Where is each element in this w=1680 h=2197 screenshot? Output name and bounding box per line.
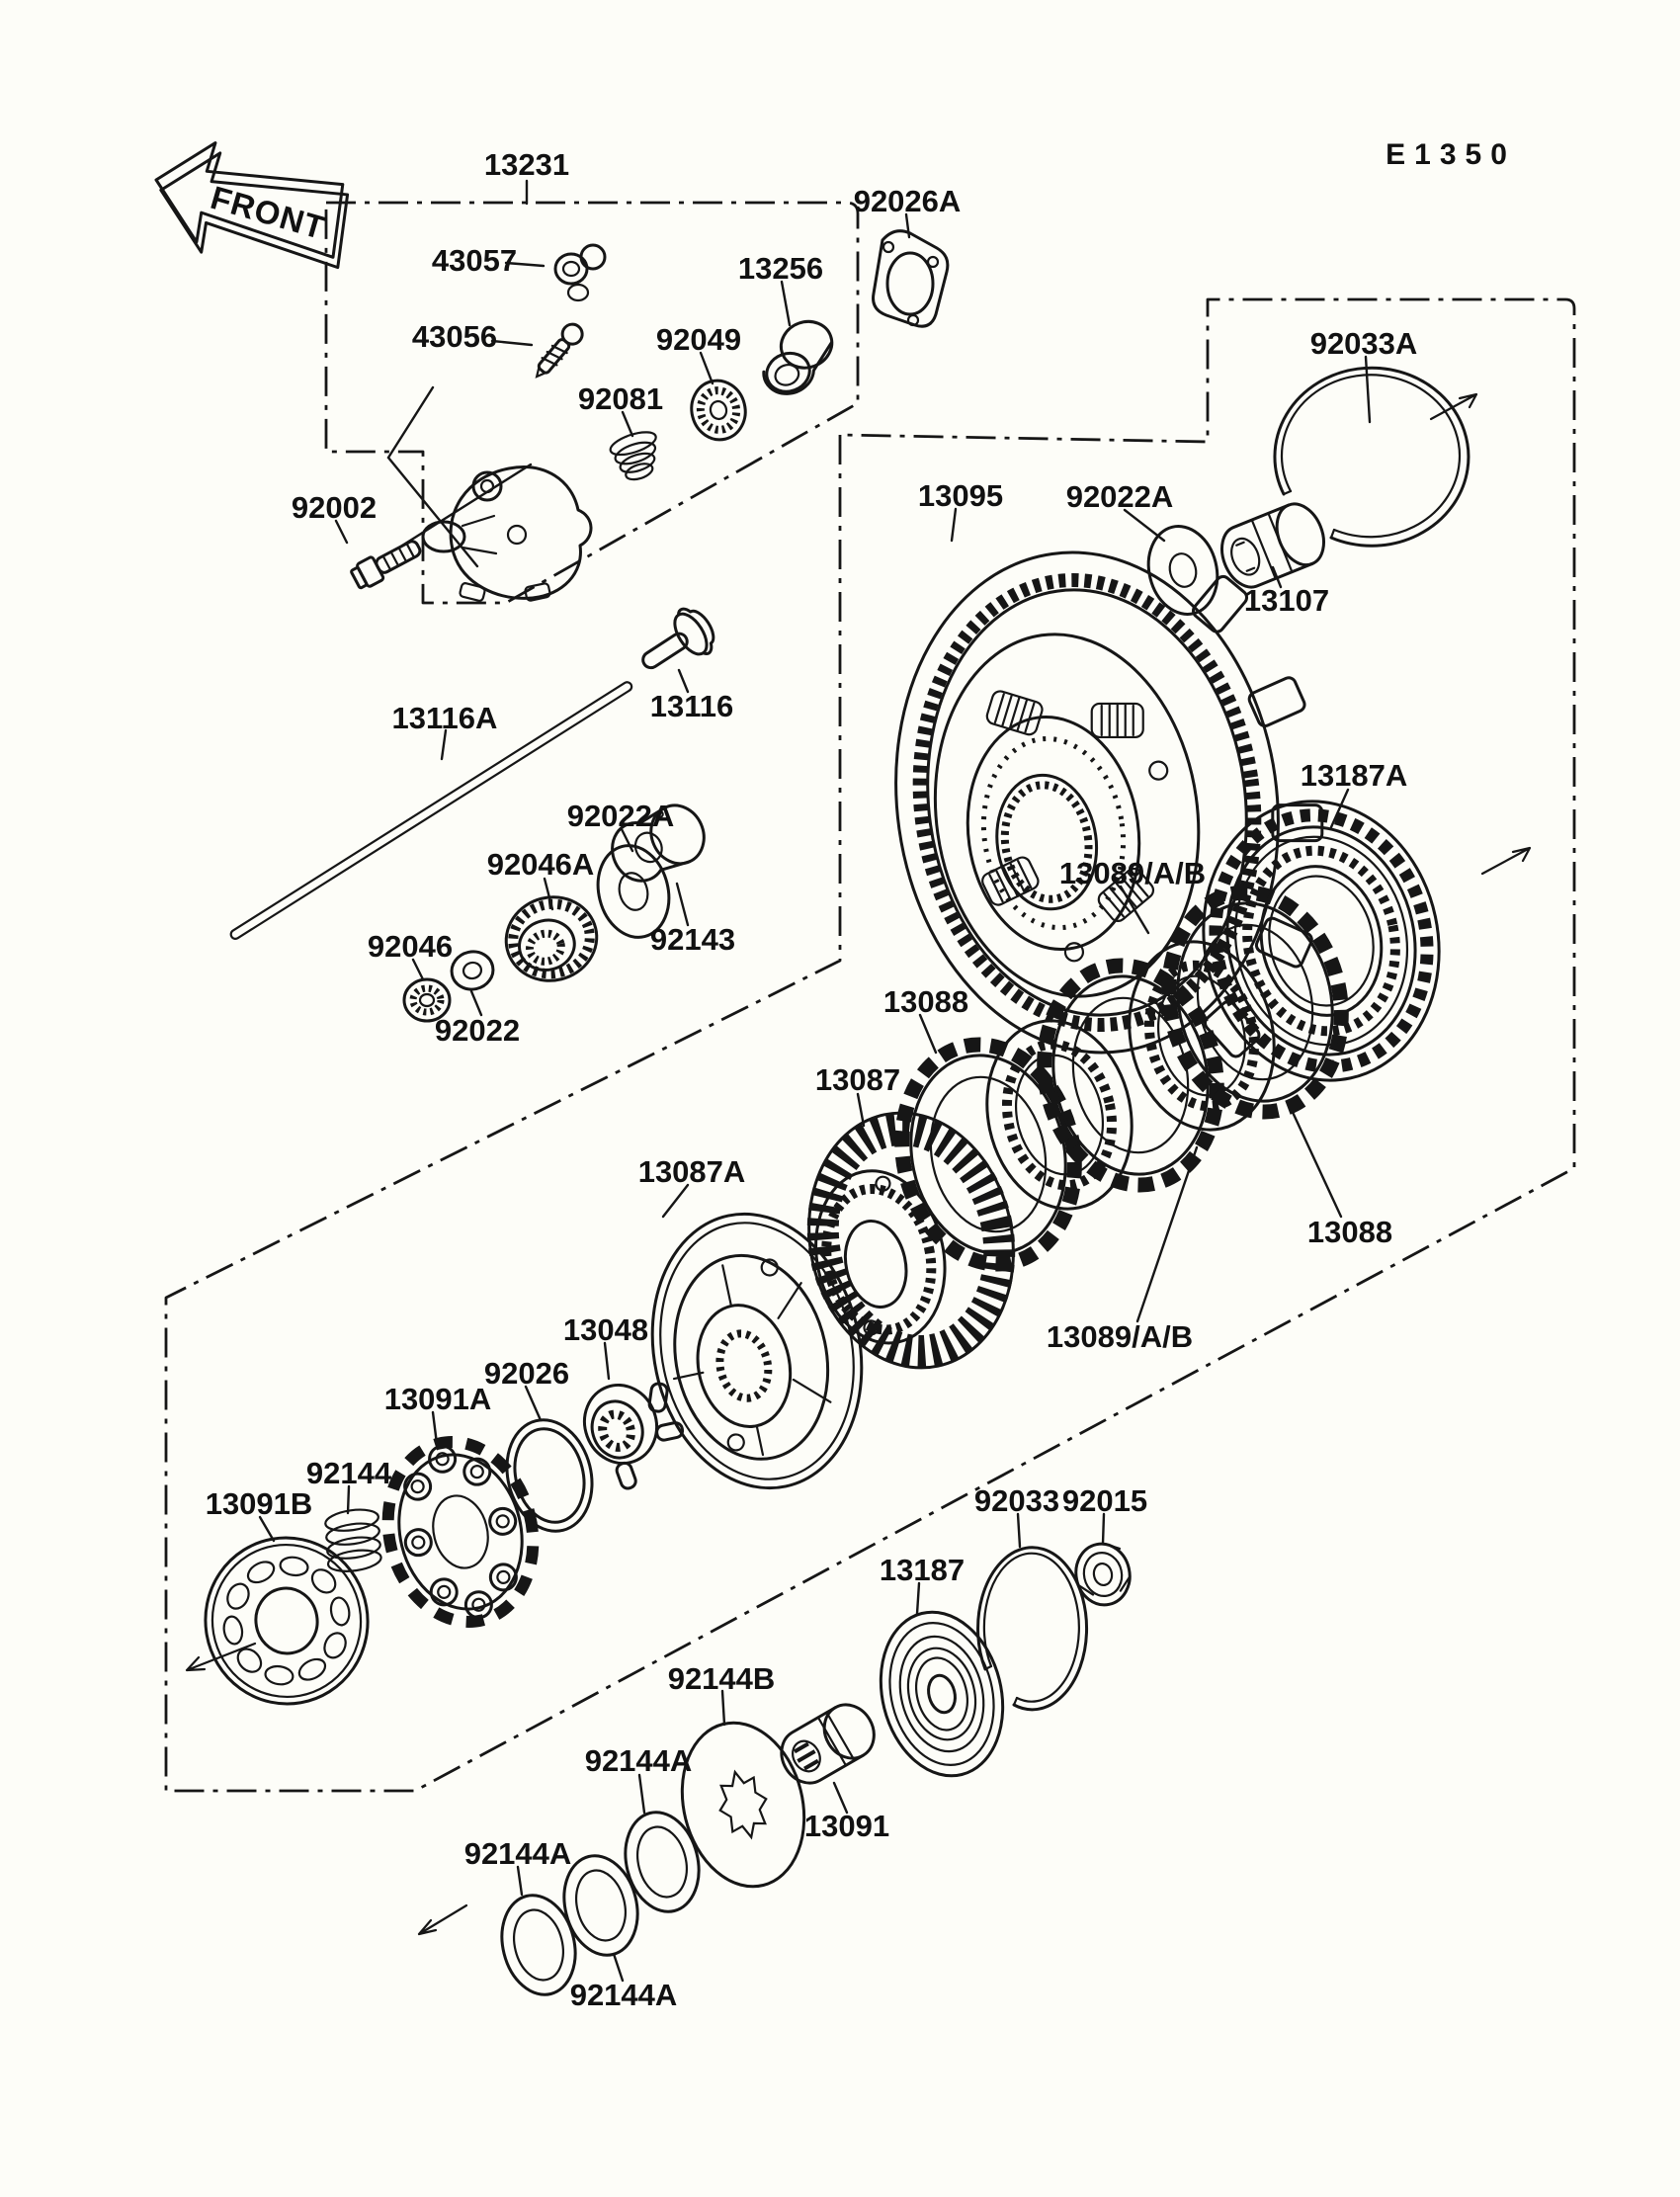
part-label-92144a-bottom: 92144A — [569, 1978, 678, 2012]
part-label-92144a-upper: 92144A — [584, 1743, 693, 1778]
part-92081-spring — [608, 428, 667, 485]
part-92033a-snap-ring — [1275, 368, 1469, 546]
part-label-92022: 92022 — [434, 1013, 521, 1048]
part-label-92002: 92002 — [291, 490, 378, 525]
part-92026a-gasket — [874, 231, 948, 327]
front-label: FRONT — [207, 178, 330, 247]
arrow-icon — [1482, 848, 1530, 874]
part-label-13091b: 13091B — [205, 1486, 313, 1521]
part-label-13087: 13087 — [814, 1062, 901, 1097]
part-label-92026: 92026 — [483, 1356, 570, 1391]
part-label-92022a-right: 92022A — [1065, 479, 1174, 514]
part-label-92144: 92144 — [305, 1456, 392, 1490]
part-43056-adjust-screw — [529, 320, 586, 382]
part-13091b-plate — [193, 1525, 381, 1717]
part-label-13187a: 13187A — [1300, 758, 1408, 793]
part-label-13095: 13095 — [917, 478, 1004, 513]
part-label-92022a-left: 92022A — [566, 799, 675, 833]
part-label-92046a: 92046A — [486, 847, 595, 882]
part-43057-pin — [555, 245, 605, 300]
part-13187-diaphragm-spring — [864, 1599, 1019, 1789]
part-92144b-spring-washer — [665, 1710, 820, 1900]
part-label-92143: 92143 — [649, 922, 736, 957]
part-13091-sleeve-hub — [772, 1696, 883, 1792]
part-92026-ring — [495, 1411, 603, 1541]
part-label-13116: 13116 — [649, 689, 734, 723]
part-92046a-needle-bearing — [497, 887, 606, 990]
part-label-13231: 13231 — [483, 147, 570, 182]
part-release-lever-assembly — [423, 467, 591, 602]
part-92144a-washer — [616, 1805, 710, 1919]
arrow-icon — [419, 1905, 466, 1934]
part-label-92081: 92081 — [577, 381, 664, 416]
part-label-13089ab-upper: 13089/A/B — [1058, 856, 1207, 890]
part-label-13091: 13091 — [803, 1809, 890, 1843]
part-label-92033: 92033 — [973, 1483, 1060, 1518]
part-92002-bolt — [350, 535, 425, 591]
part-label-13116a: 13116A — [391, 701, 498, 735]
part-label-13088-lower: 13088 — [1306, 1215, 1393, 1249]
part-label-92033a: 92033A — [1309, 326, 1418, 361]
part-92022-washer — [449, 948, 497, 993]
part-label-92015: 92015 — [1061, 1483, 1148, 1518]
part-92144-spring — [321, 1507, 385, 1574]
part-13116-push-rod-end — [630, 601, 722, 686]
part-92033-snap-ring — [978, 1548, 1087, 1710]
part-label-13256: 13256 — [737, 251, 824, 286]
part-label-92046: 92046 — [367, 929, 454, 964]
part-label-13089ab-lower: 13089/A/B — [1046, 1319, 1194, 1354]
part-13256-cap — [751, 314, 845, 400]
part-13091a-roller-retainer — [370, 1426, 551, 1637]
page-code: E1350 — [1386, 138, 1516, 171]
part-label-13187: 13187 — [879, 1553, 966, 1587]
part-92015-nut — [1070, 1539, 1135, 1610]
part-label-13091a: 13091A — [383, 1382, 492, 1416]
arrow-icon — [1431, 394, 1476, 419]
part-label-13048: 13048 — [562, 1312, 649, 1347]
part-label-92144b: 92144B — [667, 1661, 776, 1696]
part-92049-bearing — [686, 375, 752, 445]
front-arrow-icon — [142, 131, 359, 283]
part-label-92026a: 92026A — [853, 184, 962, 218]
part-92022a-washer-right — [1139, 519, 1226, 622]
part-label-13088-upper: 13088 — [882, 984, 969, 1019]
part-label-92049: 92049 — [655, 322, 742, 357]
part-label-13107: 13107 — [1243, 583, 1330, 618]
part-label-43057: 43057 — [431, 243, 518, 278]
part-label-43056: 43056 — [411, 319, 498, 354]
part-label-13087a: 13087A — [637, 1154, 746, 1189]
part-label-92144a-left: 92144A — [463, 1836, 572, 1871]
